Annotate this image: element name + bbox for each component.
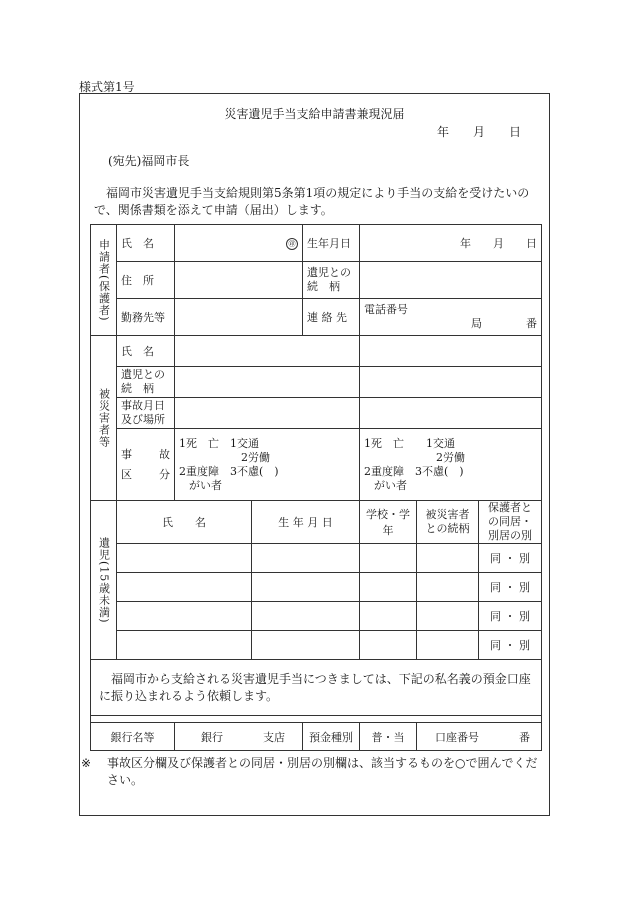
bank-name-label: 銀行名等	[91, 723, 175, 751]
account-type-label: 預金種別	[303, 723, 360, 751]
victim-category-label: 事 故 区 分	[117, 429, 175, 501]
child-residence-status[interactable]: 同 ・ 別	[479, 631, 542, 660]
victim-category-options-1[interactable]: 1死 亡 1交通 2労働 2重度障 3不慮( ) がい者	[175, 429, 360, 501]
applicant-address-label: 住 所	[117, 262, 175, 299]
victim-section-label: 被災害者等	[91, 336, 117, 501]
victim-accident-field-1[interactable]	[175, 398, 360, 429]
addressee: (宛先)福岡市長	[108, 154, 190, 168]
victim-accident-field-2[interactable]	[360, 398, 542, 429]
account-type-options[interactable]: 普・当	[360, 723, 417, 751]
bank-name-field[interactable]: 銀行 支店	[175, 723, 303, 751]
note-mark: ※	[81, 756, 92, 770]
applicant-relation-field[interactable]	[360, 262, 542, 299]
applicant-phone-field[interactable]: 電話番号 局 番	[360, 299, 542, 336]
form-number: 様式第1号	[79, 80, 135, 94]
applicant-birth-field[interactable]: 年 月 日	[360, 225, 542, 262]
victim-name-field-1[interactable]	[175, 336, 360, 367]
applicant-address-field[interactable]	[175, 262, 303, 299]
victim-relation-label: 遺児との 続 柄	[117, 367, 175, 398]
submission-date[interactable]: 年 月 日	[436, 125, 521, 139]
applicant-section-label: 申請者(保護者)	[91, 225, 117, 336]
applicant-name-label: 氏 名	[117, 225, 175, 262]
victim-name-label: 氏 名	[117, 336, 175, 367]
children-header-name: 氏 名	[117, 501, 252, 544]
applicant-birth-label: 生年月日	[303, 225, 360, 262]
spacer	[91, 716, 542, 723]
child-residence-status[interactable]: 同 ・ 別	[479, 573, 542, 602]
application-table	[90, 224, 542, 751]
applicant-name-field[interactable]	[175, 225, 303, 262]
intro-text: 福岡市災害遺児手当支給規則第5条第1項の規定により手当の支給を受けたいので、関係書類を添えて申請（届出）します。	[94, 186, 530, 217]
children-header-relation: 被災害者との続柄	[417, 501, 479, 544]
bank-notice: 福岡市から支給される災害遺児手当につきましては、下記の私名義の預金口座に振り込まれるよう依頼します。	[91, 660, 542, 716]
children-header-birth: 生 年 月 日	[252, 501, 360, 544]
children-section-label: 遺児(15歳未満)	[91, 501, 117, 660]
applicant-relation-label: 遺児との続 柄	[303, 262, 360, 299]
applicant-workplace-field[interactable]	[175, 299, 303, 336]
children-header-residence: 保護者との同居・別居の別	[479, 501, 542, 544]
victim-relation-field-2[interactable]	[360, 367, 542, 398]
child-row	[91, 602, 542, 631]
form-frame	[79, 93, 550, 816]
footnote: ※ 事故区分欄及び保護者との同居・別居の別欄は、該当するものを○で囲んでください。	[81, 756, 538, 787]
applicant-workplace-label: 勤務先等	[117, 299, 175, 336]
child-row	[91, 544, 542, 573]
child-residence-status[interactable]: 同 ・ 別	[479, 544, 542, 573]
form-title: 災害遺児手当支給申請書兼現況届	[224, 107, 405, 121]
applicant-contact-label: 連 絡 先	[303, 299, 360, 336]
victim-accident-label: 事故月日 及び場所	[117, 398, 175, 429]
child-row	[91, 631, 542, 660]
victim-name-field-2[interactable]	[360, 336, 542, 367]
victim-category-options-2[interactable]: 1死 亡 1交通 2労働 2重度障 3不慮( ) がい者	[360, 429, 542, 501]
account-number-field[interactable]: 口座番号 番	[417, 723, 542, 751]
child-row	[91, 573, 542, 602]
seal-icon: ㊞	[286, 238, 298, 250]
children-header-school: 学校・学年	[360, 501, 417, 544]
victim-relation-field-1[interactable]	[175, 367, 360, 398]
child-residence-status[interactable]: 同 ・ 別	[479, 602, 542, 631]
